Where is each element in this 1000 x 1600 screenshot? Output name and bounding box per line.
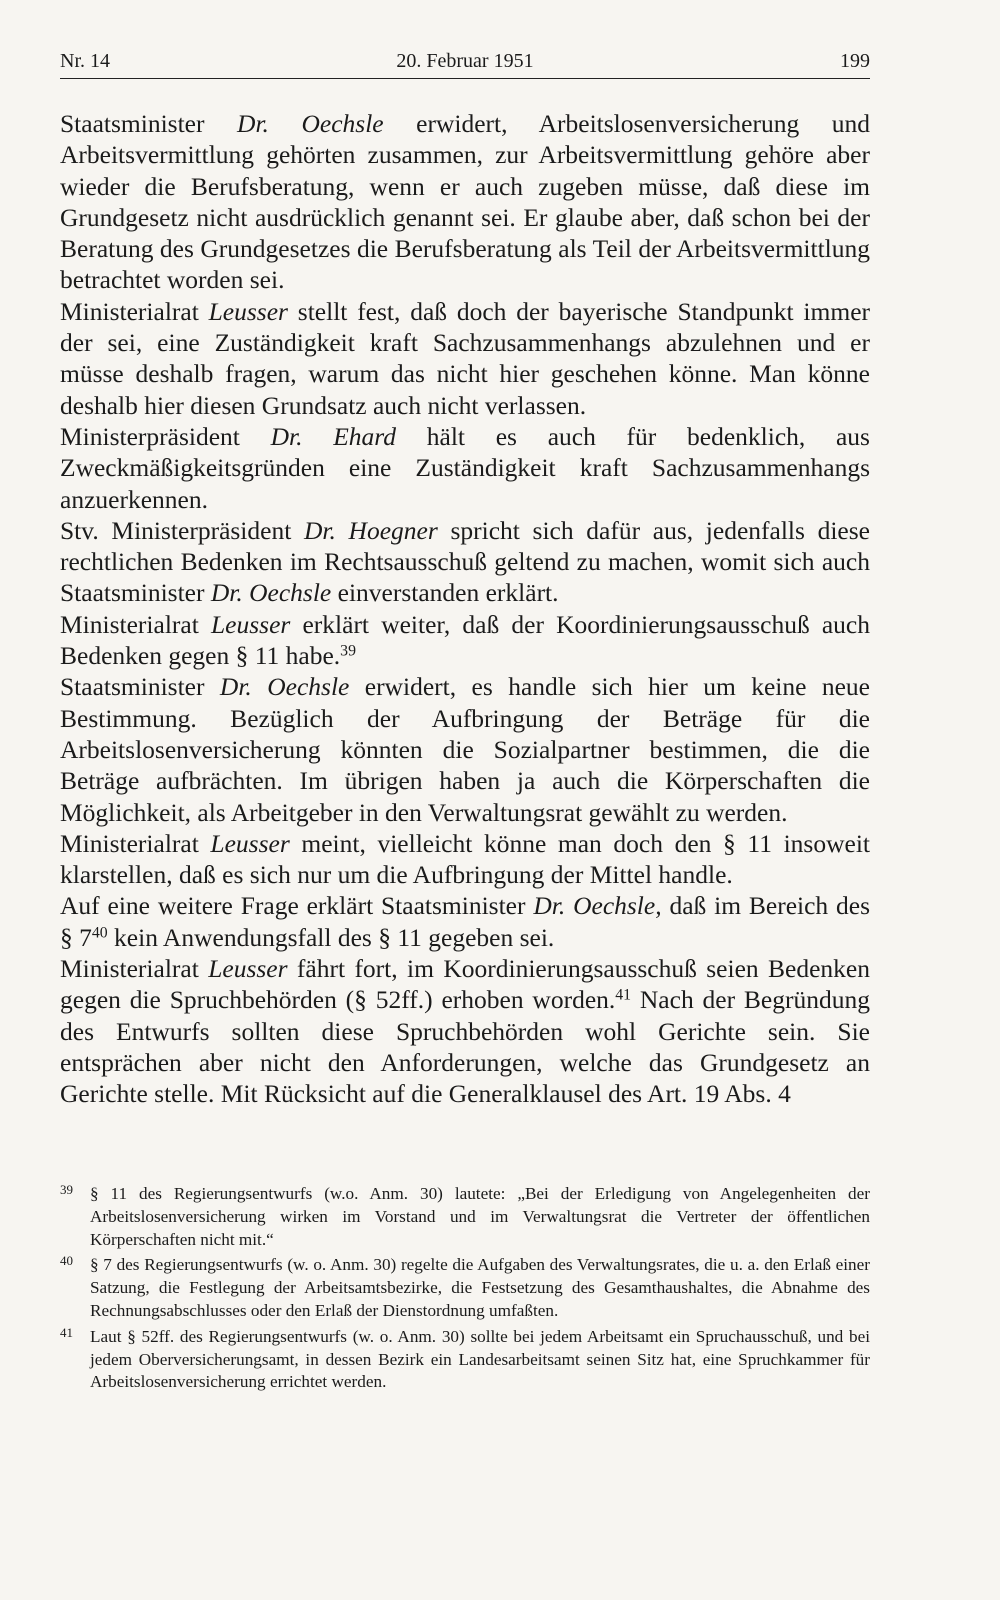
paragraph-text: erwidert, es handle sich hier um keine neue Bestimmung. Bezüglich der Aufbringung der Beträge für die Arbeitslosenversicherung könnten die Sozialpartner bestimmen, die die Beträge aufbrächten. Im übrigen haben ja auch die Körperschaften die Möglichkeit, als Arbeitgeber in den Verwaltungsrat gewählt zu werden.: [60, 672, 871, 827]
person-name: Dr. Oechsle: [210, 578, 332, 608]
footnote: [60, 1254, 870, 1322]
paragraph-text: hält es auch für bedenklich, aus Zweckmäßigkeitsgründen eine Zuständigkeit kraft Sachzusammenhangs anzuerkennen.: [60, 421, 870, 514]
issue-number: Nr. 14: [60, 50, 110, 72]
paragraph-text: erklärt weiter, daß der Koordinierungsausschuß auch Bedenken gegen § 11 habe.: [60, 609, 870, 671]
running-header: [60, 44, 870, 79]
paragraph-text: stellt fest, daß doch der bayerische Standpunkt immer der sei, eine Zuständigkeit kraft Sachzusammenhangs abzulehnen und er müsse deshalb fragen, warum das nicht hier geschehen könne. Man könne deshalb hier diesen Grundsatz auch nicht verlassen.: [60, 296, 870, 420]
footnote-number: 41: [60, 1324, 73, 1340]
paragraph: [60, 671, 870, 827]
person-name: Dr. Oechsle: [237, 109, 384, 138]
person-name: Dr. Ehard: [270, 421, 397, 451]
paragraph: [60, 828, 870, 891]
footnote-number: 40: [60, 1253, 73, 1269]
body-text: [60, 108, 870, 1110]
footnote: [60, 1326, 870, 1394]
person-name: Leusser: [210, 609, 291, 639]
paragraph: [60, 515, 870, 609]
person-name: Dr. Hoegner: [303, 515, 438, 545]
paragraph-text: spricht sich dafür aus, jedenfalls diese rechtlichen Bedenken im Rechtsausschuß geltend zu machen, womit sich auch Staatsminister: [60, 515, 870, 608]
paragraph: [60, 108, 870, 296]
paragraph-text: daß im Bereich des § 7: [60, 891, 871, 952]
paragraph-text: Staatsminister: [60, 672, 220, 702]
page-number: 199: [840, 50, 870, 72]
paragraph: [60, 953, 870, 1109]
paragraph-text: fährt fort, im Koordinierungsausschuß seien Bedenken gegen die Spruchbehörden (§ 52ff.) erhoben worden.: [60, 954, 870, 1015]
paragraph-text: Stv. Ministerpräsident: [60, 515, 304, 545]
paragraph-text: erwidert, Arbeitslosenversicherung und Arbeitsvermittlung gehörten zusammen, zur Arbeitsvermittlung gehöre aber wieder die Berufsberatung, wenn er auch zugeben müsse, daß diese im Grundgesetz nicht ausdrücklich genannt sei. Er glaube aber, daß schon bei der Beratung des Grundgesetzes die Berufsberatung als Teil der Arbeitsvermittlung betrachtet worden sei.: [60, 109, 870, 295]
paragraph-text: meint, vielleicht könne man doch den § 11 insoweit klarstellen, daß es sich nur um die Aufbringung der Mittel handle.: [60, 828, 870, 890]
paragraph: [60, 609, 870, 672]
paragraph-text: Staatsminister: [60, 109, 238, 138]
paragraph-text: Ministerpräsident: [60, 421, 271, 451]
paragraph: [60, 421, 870, 515]
person-name: Leusser: [208, 296, 288, 326]
footnote-text: § 11 des Regierungsentwurfs (w.o. Anm. 30) lautete: „Bei der Erledigung von Angelegenheiten der Arbeitslosenversicherung wirken im Vorstand und im Verwaltungsrat die Vertreter der öffentlichen Körperschaften nicht mit.“: [90, 1184, 870, 1249]
footnote-text: § 7 des Regierungsentwurfs (w. o. Anm. 30) regelte die Aufgaben des Verwaltungsrates, die u. a. den Erlaß einer Satzung, die Festlegung der Arbeitsamtsbezirke, die Festsetzung des Gesamthaushaltes, die Abnahme des Rechnungsabschlusses oder den Erlaß der Dienstordnung umfaßten.: [90, 1255, 870, 1320]
paragraph-text: Ministerialrat: [60, 296, 209, 326]
paragraph: [60, 890, 870, 953]
paragraph-text: einverstanden erklärt.: [331, 578, 559, 608]
footnote-reference: 41: [615, 986, 632, 1004]
paragraph-text: Ministerialrat: [60, 954, 209, 984]
paragraph-text: kein Anwendungsfall des § 11 gegeben sei.: [107, 922, 555, 952]
paragraph-text: Nach der Begründung des Entwurfs sollten diese Spruchbehörden wohl Gerichte sein. Sie entsprächen aber nicht den Anforderungen, welche das Grundgesetz an Gerichte stelle. Mit Rücksicht auf die Generalklausel des Art. 19 Abs. 4: [60, 985, 870, 1109]
footnote: [60, 1183, 870, 1251]
person-name: Leusser: [210, 828, 290, 858]
paragraph-text: Ministerialrat: [60, 609, 211, 639]
person-name: Dr. Oechsle: [219, 672, 350, 702]
header-date: 20. Februar 1951: [396, 50, 534, 72]
person-name: Dr. Oechsle,: [533, 891, 662, 921]
footnote-reference: 39: [340, 642, 356, 660]
paragraph-text: Ministerialrat: [60, 828, 211, 858]
footnote-number: 39: [60, 1182, 73, 1197]
footnote-text: Laut § 52ff. des Regierungsentwurfs (w. o. Anm. 30) sollte bei jedem Arbeitsamt ein Spruchausschuß, und bei jedem Oberversicherungsamt, in dessen Bezirk ein Landesarbeitsamt seinen Sitz hat, eine Spruchkammer für Arbeitslosenversicherung errichtet werden.: [90, 1326, 870, 1392]
person-name: Leusser: [208, 954, 288, 984]
footnote-reference: 40: [91, 924, 108, 942]
paragraph: [60, 296, 870, 421]
footnotes: [60, 1183, 870, 1397]
paragraph-text: Auf eine weitere Frage erklärt Staatsminister: [60, 891, 534, 921]
